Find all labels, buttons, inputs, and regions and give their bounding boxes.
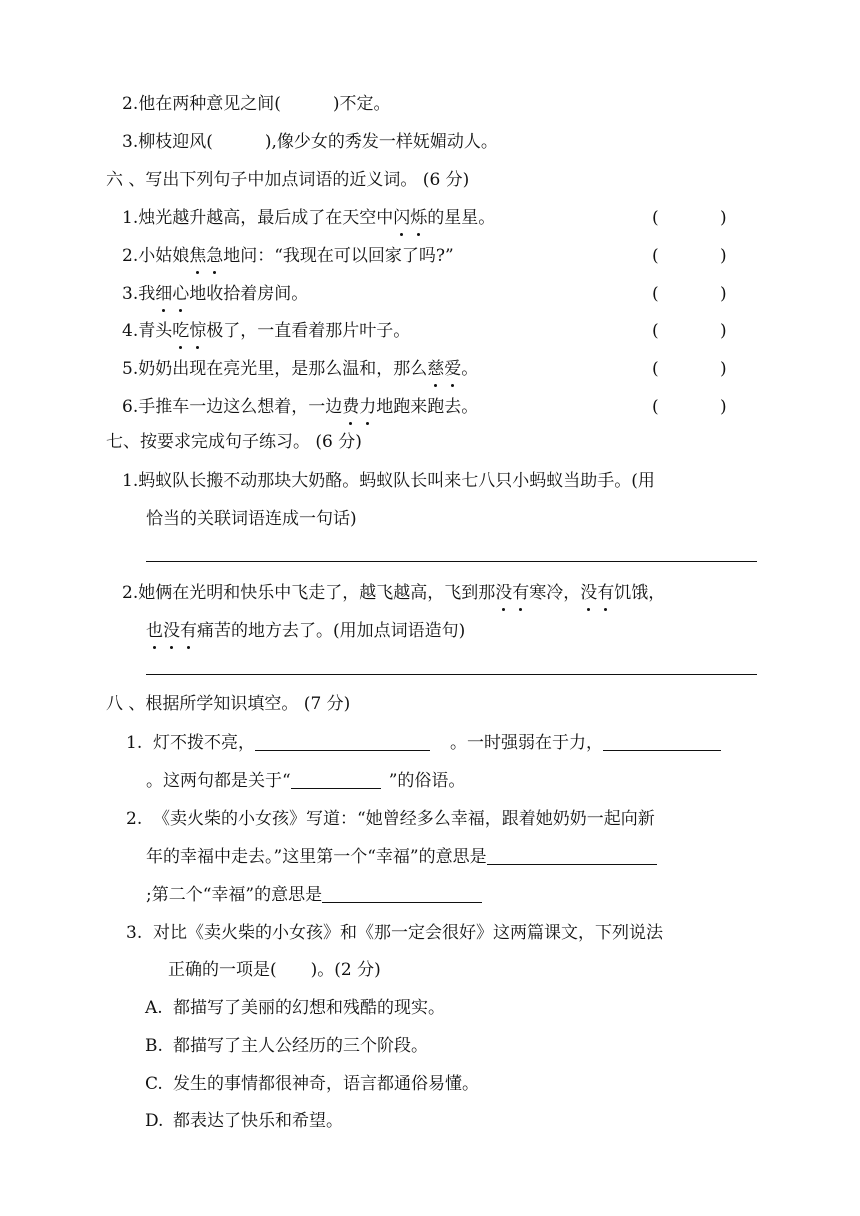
answer-slot[interactable] bbox=[664, 320, 718, 342]
s7-q2-line1: 2.她俩在光明和快乐中飞走了，越飞越高，飞到那没有寒冷，没有饥饿， bbox=[122, 583, 666, 603]
answer-paren-left: ( bbox=[652, 246, 659, 266]
fill-blank[interactable] bbox=[255, 732, 430, 751]
s5-q3: 3.柳枝迎风( ),像少女的秀发一样妩媚动人。 bbox=[122, 132, 498, 152]
answer-paren-left: ( bbox=[652, 208, 659, 228]
question-text: 5. bbox=[122, 359, 139, 379]
question-text: 。 bbox=[461, 359, 479, 379]
s8-q3-line1: 3. 对比《卖火柴的小女孩》和《那一定会很好》这两篇课文，下列说法 bbox=[126, 923, 664, 943]
question-text: 2. bbox=[122, 246, 139, 266]
question-text: 3. bbox=[122, 284, 139, 304]
answer-slot[interactable] bbox=[664, 358, 718, 380]
dotted-char: 细 bbox=[155, 284, 173, 304]
question-text: 地跑来跑去。 bbox=[376, 397, 479, 417]
s8-q1-line1: 1. 灯不拨不亮， 。一时强弱在于力， bbox=[126, 732, 721, 754]
dotted-char: 心 bbox=[172, 284, 190, 304]
choice-option[interactable] bbox=[145, 1110, 343, 1132]
s8-q2-line2: 年的幸福中走去。”这里第一个“幸福”的意思是 bbox=[146, 846, 657, 868]
answer-paren-right: ) bbox=[720, 359, 727, 379]
answer-paren-right: ) bbox=[720, 284, 727, 304]
section-8-heading: 八 、根据所学知识填空。 (7 分) bbox=[106, 694, 351, 714]
answer-paren-left: ( bbox=[652, 284, 659, 304]
fill-blank[interactable] bbox=[291, 770, 381, 789]
question-text: 的星星。 bbox=[427, 208, 496, 228]
question-text: 地问：“我现在可以回家了吗?” bbox=[223, 246, 454, 266]
fill-blank[interactable] bbox=[603, 732, 721, 751]
s8-q3-line2: 正确的一项是( )。(2 分) bbox=[168, 960, 381, 980]
dotted-char: 慈 bbox=[427, 359, 445, 379]
question-text: 极了，一直看着那片叶子。 bbox=[206, 321, 411, 341]
s7-q1-line2: 恰当的关联词语连成一句话) bbox=[146, 509, 357, 529]
answer-slot[interactable] bbox=[664, 396, 718, 418]
question-text: 地收拾着房间。 bbox=[189, 284, 309, 304]
option-label: B. bbox=[145, 1036, 163, 1056]
choice-option[interactable] bbox=[145, 997, 445, 1019]
dotted-char: 爱 bbox=[444, 359, 462, 379]
s8-q2-line1: 2. 《卖火柴的小女孩》写道：“她曾经多么幸福，跟着她奶奶一起向新 bbox=[126, 809, 655, 829]
s8-q2-line3: ;第二个“幸福”的意思是 bbox=[146, 884, 482, 906]
dotted-char: 闪 bbox=[393, 208, 411, 228]
answer-slot[interactable] bbox=[664, 207, 718, 229]
option-label: A. bbox=[145, 998, 163, 1018]
fill-blank[interactable] bbox=[322, 884, 482, 903]
section-7-heading: 七、按要求完成句子练习。 (6 分) bbox=[106, 432, 362, 452]
s7-q2-line2: 也没有痛苦的地方去了。(用加点词语造句) bbox=[146, 621, 466, 641]
option-text: 都描写了主人公经历的三个阶段。 bbox=[173, 1036, 428, 1056]
question-text: 我 bbox=[138, 284, 156, 304]
synonym-question bbox=[122, 245, 454, 267]
choice-option[interactable] bbox=[145, 1073, 479, 1095]
option-label: D. bbox=[145, 1111, 164, 1131]
option-text: 都表达了快乐和希望。 bbox=[173, 1111, 343, 1131]
dotted-char: 烁 bbox=[410, 208, 428, 228]
dotted-char: 焦 bbox=[189, 246, 207, 266]
question-text: 1. bbox=[122, 208, 139, 228]
option-label: C. bbox=[145, 1074, 163, 1094]
question-text: 4. bbox=[122, 321, 139, 341]
question-text: 6. bbox=[122, 397, 139, 417]
answer-paren-right: ) bbox=[720, 321, 727, 341]
answer-slot[interactable] bbox=[664, 283, 718, 305]
answer-paren-right: ) bbox=[720, 208, 727, 228]
answer-slot[interactable] bbox=[664, 245, 718, 267]
dotted-char: 吃 bbox=[172, 321, 190, 341]
answer-paren-right: ) bbox=[720, 246, 727, 266]
s5-q2: 2.他在两种意见之间( )不定。 bbox=[122, 94, 391, 114]
dotted-char: 力 bbox=[359, 397, 377, 417]
s7-q1-line1: 1.蚂蚁队长搬不动那块大奶酪。蚂蚁队长叫来七八只小蚂蚁当助手。(用 bbox=[122, 471, 655, 491]
synonym-question bbox=[122, 358, 478, 380]
answer-paren-left: ( bbox=[652, 359, 659, 379]
s8-q1-line2: 。这两句都是关于“ ”的俗语。 bbox=[146, 771, 466, 791]
question-text: 烛光越升越高，最后成了在天空中 bbox=[138, 208, 394, 228]
synonym-question bbox=[122, 207, 495, 229]
question-text: 手推车一边这么想着，一边 bbox=[138, 397, 343, 417]
question-text: 奶奶出现在亮光里，是那么温和，那么 bbox=[138, 359, 428, 379]
s7-q2-answer-line[interactable] bbox=[146, 674, 757, 675]
dotted-char: 急 bbox=[206, 246, 224, 266]
answer-paren-right: ) bbox=[720, 397, 727, 417]
synonym-question bbox=[122, 283, 308, 305]
s7-q1-answer-line[interactable] bbox=[146, 561, 757, 562]
section-6-heading: 六 、写出下列句子中加点词语的近义词。 (6 分) bbox=[106, 170, 470, 190]
dotted-char: 惊 bbox=[189, 321, 207, 341]
synonym-question bbox=[122, 396, 478, 418]
dotted-char: 费 bbox=[342, 397, 360, 417]
option-text: 都描写了美丽的幻想和残酷的现实。 bbox=[173, 998, 445, 1018]
question-text: 小姑娘 bbox=[138, 246, 190, 266]
fill-blank[interactable] bbox=[487, 846, 657, 865]
option-text: 发生的事情都很神奇，语言都通俗易懂。 bbox=[173, 1074, 479, 1094]
question-text: 青头 bbox=[138, 321, 173, 341]
choice-option[interactable] bbox=[145, 1035, 428, 1057]
answer-paren-left: ( bbox=[652, 397, 659, 417]
answer-paren-left: ( bbox=[652, 321, 659, 341]
synonym-question bbox=[122, 320, 410, 342]
